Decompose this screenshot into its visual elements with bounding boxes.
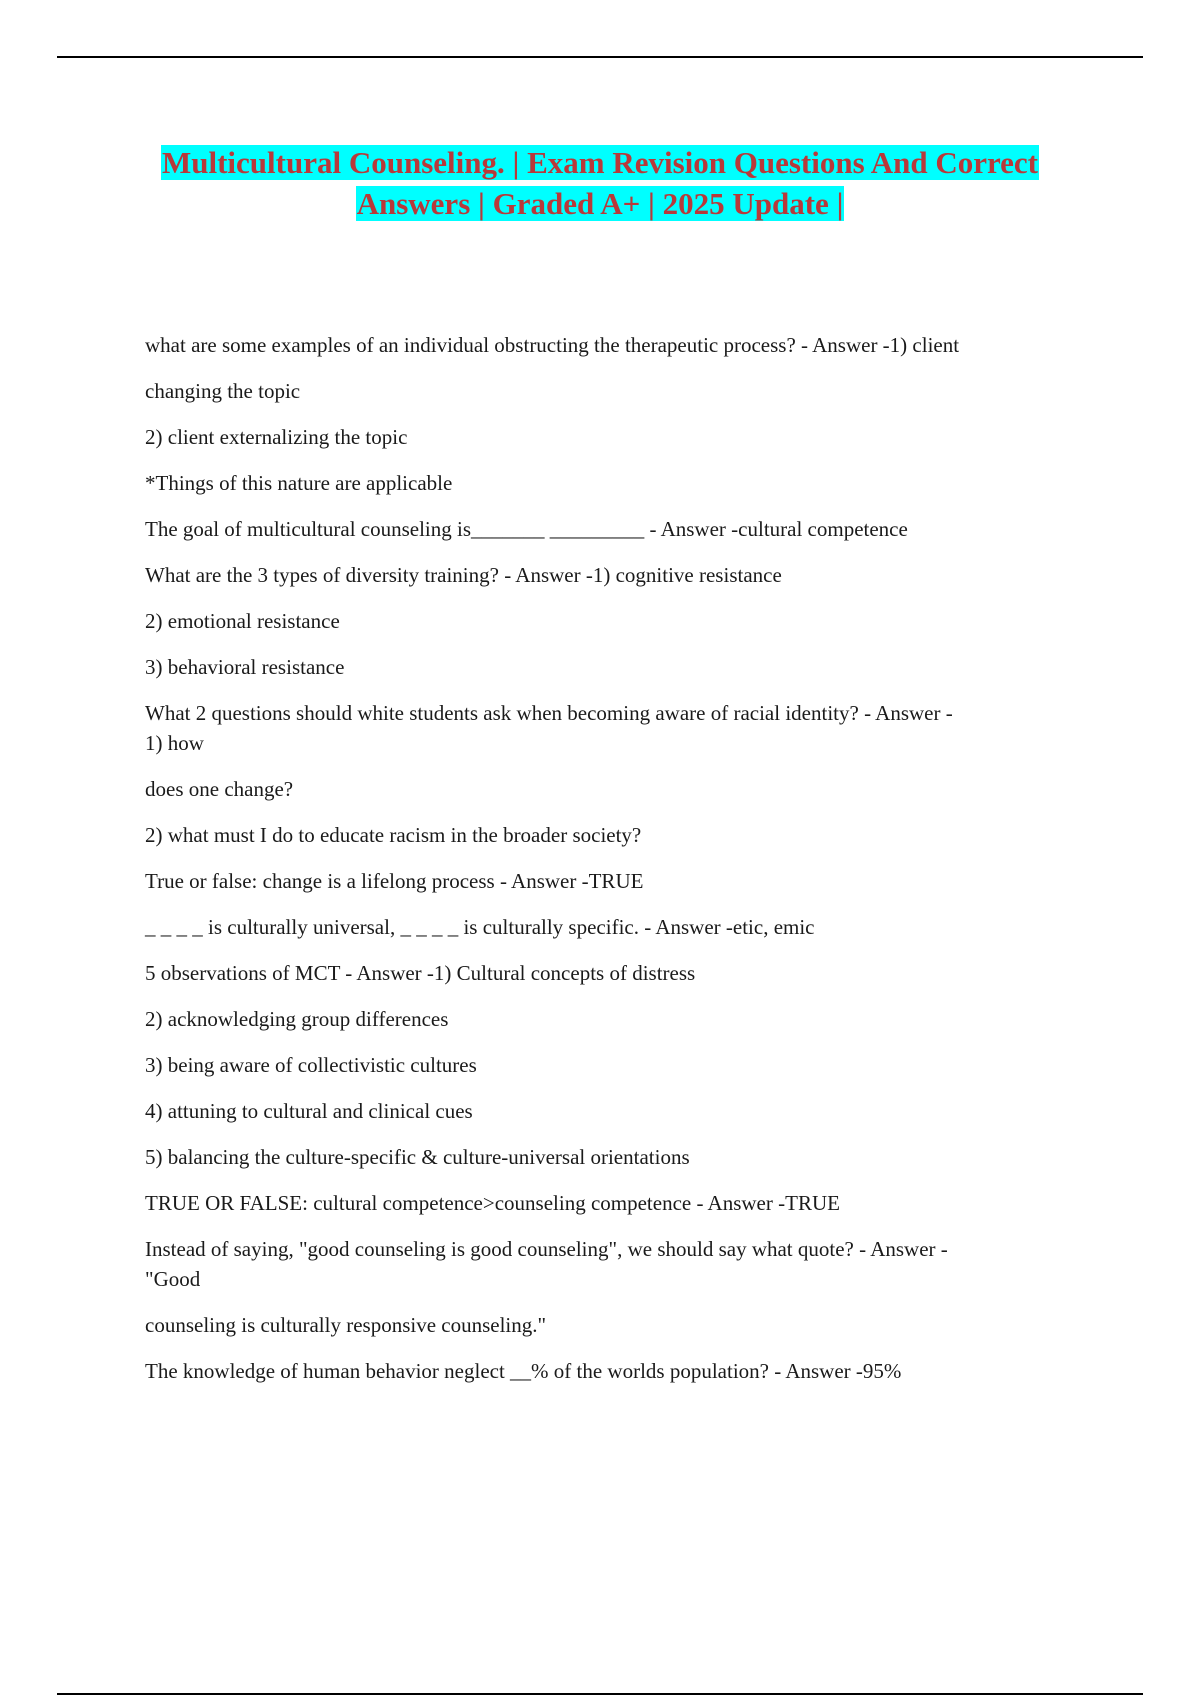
paragraph: _ _ _ _ is culturally universal, _ _ _ _ is culturally specific. - Answer -etic, emic [145, 915, 815, 939]
paragraph: The knowledge of human behavior neglect __% of the worlds population? - Answer -95% [145, 1359, 902, 1383]
bottom-rule [57, 1693, 1143, 1695]
paragraph: 3) being aware of collectivistic cultures [145, 1053, 477, 1077]
paragraph: True or false: change is a lifelong process - Answer -TRUE [145, 869, 644, 893]
title-line-2: Answers | Graded A+ | 2025 Update | [356, 186, 844, 221]
paragraph: what are some examples of an individual obstructing the therapeutic process? - Answer -1) client [145, 333, 960, 357]
paragraph: does one change? [145, 777, 294, 801]
paragraph: 2) acknowledging group differences [145, 1007, 449, 1031]
paragraph: TRUE OR FALSE: cultural competence>counseling competence - Answer -TRUE [145, 1191, 840, 1215]
paragraph: 5) balancing the culture-specific & culture-universal orientations [145, 1145, 690, 1169]
paragraph: changing the topic [145, 379, 301, 403]
document-body [145, 330, 1090, 1402]
paragraph: 2) client externalizing the topic [145, 425, 408, 449]
paragraph: 5 observations of MCT - Answer -1) Cultural concepts of distress [145, 961, 696, 985]
title-line-1: Multicultural Counseling. | Exam Revision Questions And Correct [161, 145, 1039, 180]
paragraph: 4) attuning to cultural and clinical cues [145, 1099, 473, 1123]
paragraph: 2) what must I do to educate racism in the broader society? [145, 823, 642, 847]
paragraph: Instead of saying, "good counseling is good counseling", we should say what quote? - Answer - "Good [145, 1237, 948, 1291]
document-title [120, 142, 1080, 224]
paragraph: The goal of multicultural counseling is_______ _________ - Answer -cultural competence [145, 517, 908, 541]
top-rule [57, 56, 1143, 58]
paragraph: What 2 questions should white students ask when becoming aware of racial identity? - Answer - 1) how [145, 701, 953, 755]
paragraph: 2) emotional resistance [145, 609, 340, 633]
paragraph: counseling is culturally responsive counseling." [145, 1313, 547, 1337]
paragraph: *Things of this nature are applicable [145, 471, 453, 495]
paragraph: What are the 3 types of diversity training? - Answer -1) cognitive resistance [145, 563, 782, 587]
paragraph: 3) behavioral resistance [145, 655, 345, 679]
